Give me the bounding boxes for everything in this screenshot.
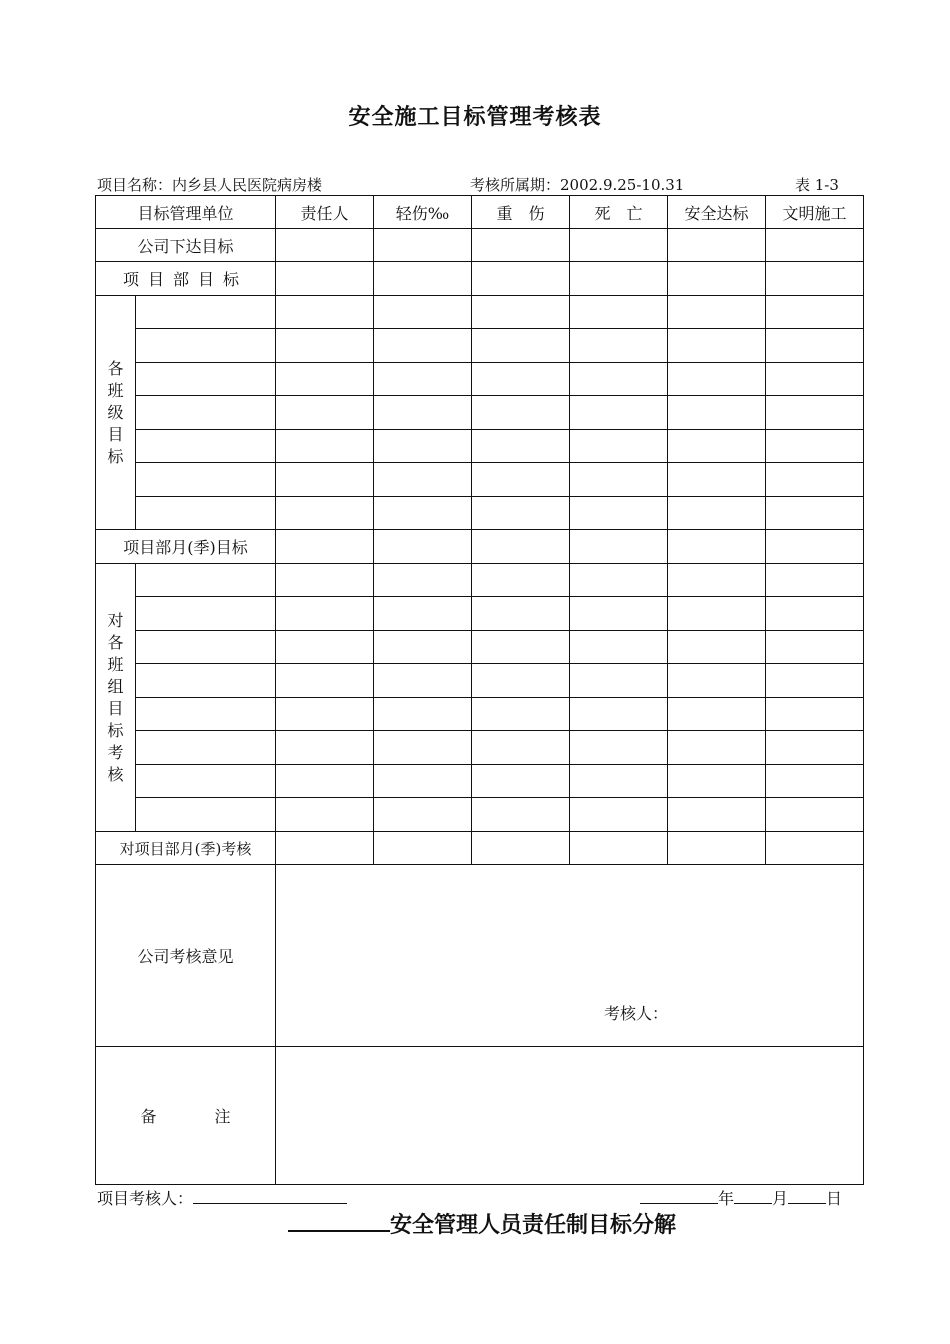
remarks-field[interactable] — [276, 1047, 864, 1185]
table-row — [96, 296, 864, 329]
table-row — [96, 564, 864, 597]
table-row — [96, 229, 864, 262]
monthly-target-label: 项目部月(季)目标 — [96, 530, 276, 564]
company-opinion-field[interactable] — [276, 865, 864, 1047]
table-row — [96, 597, 864, 631]
header-death: 死 亡 — [570, 196, 668, 229]
assessor-signature-line[interactable] — [193, 1189, 347, 1204]
header-responsible: 责任人 — [276, 196, 374, 229]
table-row — [96, 832, 864, 865]
company-opinion-row — [96, 865, 864, 1047]
assessor-label: 考核人： — [604, 1004, 669, 1023]
table-row — [96, 396, 864, 430]
table-row — [96, 329, 864, 363]
title-blank-line[interactable] — [288, 1210, 390, 1232]
team-target-group-label: 各班级目标 — [96, 296, 136, 530]
table-row — [96, 664, 864, 698]
month-field[interactable] — [734, 1189, 772, 1204]
header-minor-injury: 轻伤‰ — [374, 196, 472, 229]
assessment-table — [95, 195, 864, 1185]
project-name: 项目名称：内乡县人民医院病房楼 — [97, 176, 323, 194]
table-row — [96, 463, 864, 497]
table-row — [96, 798, 864, 832]
year-field[interactable] — [640, 1189, 718, 1204]
team-assessment-group-label: 对各班组目标考核 — [96, 564, 136, 832]
table-row — [96, 698, 864, 731]
header-safety-standard: 安全达标 — [668, 196, 766, 229]
table-row — [96, 262, 864, 296]
document-title: 安全施工目标管理考核表 — [348, 105, 602, 130]
assessment-period: 考核所属期：2002.9.25-10.31 — [470, 176, 685, 194]
table-row — [96, 430, 864, 463]
footer-assessor: 项目考核人： — [97, 1186, 347, 1209]
project-assessment-label: 对项目部月(季)考核 — [96, 832, 276, 865]
header-civilized-construction: 文明施工 — [766, 196, 864, 229]
table-row — [96, 765, 864, 798]
header-row — [96, 196, 864, 229]
next-section-title: 安全管理人员责任制目标分解 — [288, 1208, 676, 1239]
footer-date: 年 月 日 — [640, 1186, 842, 1209]
company-opinion-label: 公司考核意见 — [96, 865, 276, 1047]
table-row — [96, 363, 864, 396]
day-field[interactable] — [788, 1189, 826, 1204]
table-row — [96, 530, 864, 564]
company-target-label: 公司下达目标 — [96, 229, 276, 262]
table-number: 表 1-3 — [795, 176, 839, 194]
table-row — [96, 631, 864, 664]
header-serious-injury: 重 伤 — [472, 196, 570, 229]
remarks-row — [96, 1047, 864, 1185]
project-target-label: 项目部目标 — [96, 262, 276, 296]
table-row — [96, 497, 864, 530]
header-unit: 目标管理单位 — [96, 196, 276, 229]
table-row — [96, 731, 864, 765]
remarks-label: 备 注 — [96, 1047, 276, 1185]
